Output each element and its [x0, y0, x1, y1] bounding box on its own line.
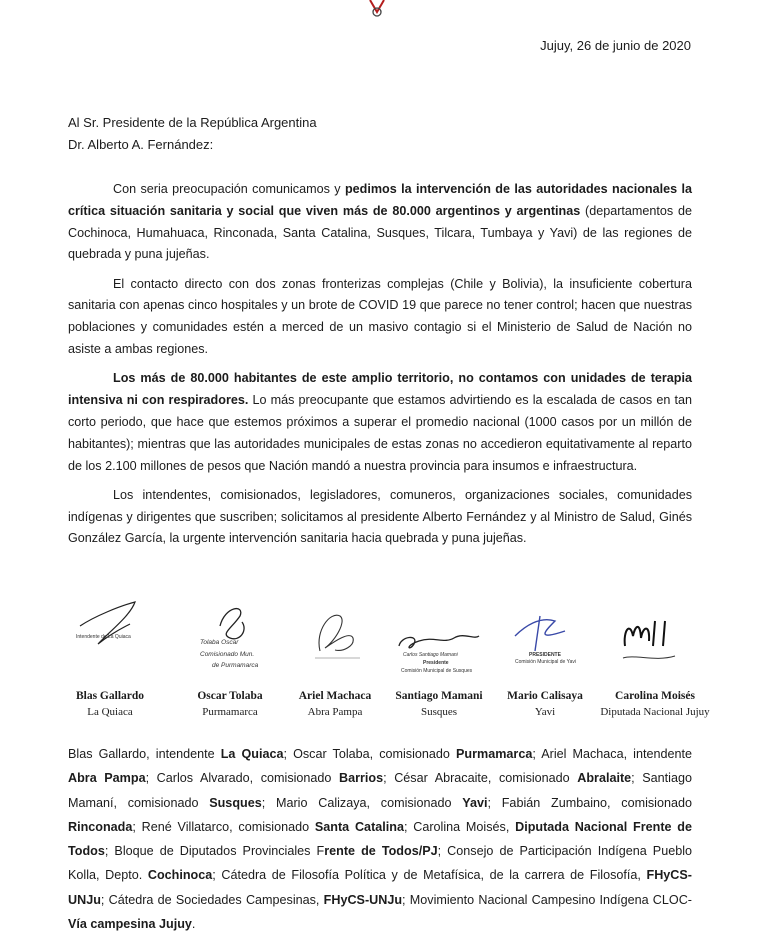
text-run: ; Fabián Zumbaino, comisionado: [487, 795, 692, 810]
stamp-4-line3: Comisión Municipal de Susques: [401, 668, 473, 674]
bold-text-run: FHyCS-UNJu: [323, 892, 403, 907]
text-run: Blas Gallardo, intendente: [68, 747, 221, 761]
bold-text-run: FHyCS-UNJu: [68, 868, 692, 907]
bold-text-run: Cochinoca: [147, 868, 213, 883]
signature-2: [170, 596, 290, 726]
text-run: ; Mario Calizaya, comisionado: [261, 795, 463, 810]
signatory-name: Carolina Moisés: [615, 690, 695, 702]
signatures-block: [68, 596, 710, 726]
text-run: Los intendentes, comisionados, legisladores, comuneros, organizaciones sociales, comunidades indígenas y dirigentes que suscriben; solicitamos al presidente Alberto Fernández y al Ministro de Salud, Ginés González García, la urgente intervención sanitaria hacia quebrada y puna jujeñas.: [68, 487, 692, 546]
bold-text-run: Purmamarca: [456, 747, 533, 761]
bold-text-run: Barrios: [339, 771, 384, 786]
signature-6: [595, 596, 715, 726]
signature-2-drawing: [170, 596, 290, 686]
bold-text-run: La Quiaca: [220, 747, 284, 761]
text-run: .: [191, 917, 196, 932]
addressee-name: Dr. Alberto A. Fernández:: [68, 137, 214, 152]
signature-3-drawing: [275, 596, 395, 686]
text-run: ; Santiago Mamaní, comisionado: [68, 771, 692, 810]
stamp-2-line1: Tolaba Oscar: [200, 639, 239, 646]
addressee-line: Al Sr. Presidente de la República Argentina: [68, 115, 317, 130]
text-run: Lo más preocupante que estamos advirtiendo es la escalada de casos en tan corto periodo, que hace que estemos próximos a superar el promedio nacional (1000 casos por un millón de habitantes); mientras que las autoridades municipales de estas zonas no accedieron equitativamente al reparto de los 2.100 millones de pesos que Nación mandó a nuestra provincia para insumos e infraestructura.: [68, 393, 692, 473]
text-run: Con seria preocupación comunicamos y: [113, 182, 345, 196]
text-run: (departamentos de Cochinoca, Humahuaca, Rinconada, Santa Catalina, Susques, Tilcara, Tumbaya y Yavi) de las regiones de quebrada y puna jujeñas.: [68, 203, 693, 262]
text-run: ; Carlos Alvarado, comisionado: [145, 771, 340, 786]
signature-3: [275, 596, 395, 726]
stamp-4-line1: Carlos Santiago Mamani: [403, 652, 458, 658]
signature-1-drawing: [50, 596, 170, 686]
bold-text-run: Abralaite: [577, 771, 632, 786]
stamp-1-text: Intendente de La Quiaca: [76, 634, 131, 640]
signature-5-drawing: [485, 596, 605, 686]
bold-text-run: Diputada Nacional Frente de Todos: [68, 819, 692, 859]
letter-date: Jujuy, 26 de junio de 2020: [540, 38, 691, 53]
signatory-place: Yavi: [534, 706, 556, 718]
signatory-place: Abra Pampa: [307, 706, 363, 718]
text-run: ; Cátedra de Filosofía Política y de Metafísica, de la carrera de Filosofía,: [212, 868, 647, 883]
stamp-2-line3: de Purmamarca: [212, 662, 259, 669]
paragraph-2: [68, 274, 692, 361]
signatory-name: Santiago Mamani: [395, 690, 483, 702]
bold-text-run: Vía campesina Jujuy: [68, 917, 192, 932]
text-run: El contacto directo con dos zonas fronterizas complejas (Chile y Bolivia), la insuficiente cobertura sanitaria con apenas cinco hospitales y un brote de COVID 19 que parece no tener control; hacen que nuestras poblaciones y comunidades estén a merced de un masivo contagio si el Ministerio de Salud de Nación no asiste a ambas regiones.: [68, 276, 692, 357]
signatory-name: Mario Calisaya: [507, 690, 583, 702]
paragraph-3: [68, 368, 692, 477]
signature-4-drawing: [379, 596, 499, 686]
letter-body: [68, 179, 692, 558]
signatory-place: Susques: [420, 706, 458, 718]
bold-text-run: pedimos la intervención de las autoridades nacionales la crítica situación sanitaria y social que viven más de 80.000 argentinos y argentinas: [68, 182, 693, 218]
stamp-5-line1: PRESIDENTE: [529, 652, 561, 658]
paragraph-1: [68, 179, 692, 266]
text-run: ; Bloque de Diputados Provinciales F: [104, 844, 325, 859]
signature-6-drawing: [595, 596, 715, 686]
bold-text-run: Abra Pampa: [68, 771, 146, 786]
signatory-name: Blas Gallardo: [75, 690, 145, 702]
bold-text-run: Rinconada: [68, 819, 133, 834]
signatory-place: Diputada Nacional Jujuy: [600, 706, 710, 718]
signatory-name: Oscar Tolaba: [197, 690, 263, 702]
bold-text-run: Santa Catalina: [314, 819, 404, 834]
text-run: ; Cátedra de Sociedades Campesinas,: [100, 892, 324, 907]
signature-4: [379, 596, 499, 726]
text-run: ; Consejo de Participación Indígena Pueblo Kolla, Depto.: [68, 844, 693, 883]
bold-text-run: Susques: [209, 795, 262, 810]
text-run: ; Oscar Tolaba, comisionado: [283, 747, 457, 761]
text-run: ; Movimiento Nacional Campesino Indígena CLOC-: [402, 892, 692, 907]
text-run: ; César Abracaite, comisionado: [383, 771, 578, 786]
text-run: ; Carolina Moisés,: [403, 819, 516, 834]
stamp-2-line2: Comisionado Mun.: [200, 651, 255, 658]
bold-text-run: Yavi: [462, 795, 488, 810]
paragraph-4: [68, 485, 692, 550]
bold-text-run: Los más de 80.000 habitantes de este amplio territorio, no contamos con unidades de terapia intensiva ni con respiradores.: [68, 371, 692, 408]
addressee: [68, 112, 317, 156]
signature-1: [50, 596, 170, 726]
signatories-list: [68, 742, 692, 936]
emblem-icon: [362, 0, 392, 18]
stamp-4-line2: Presidente: [423, 660, 449, 666]
text-run: ; René Villatarco, comisionado: [132, 819, 315, 834]
signatory-place: Purmamarca: [202, 706, 258, 718]
text-run: ; Ariel Machaca, intendente: [532, 747, 693, 761]
signatory-name: Ariel Machaca: [298, 690, 372, 702]
bold-text-run: rente de Todos/PJ: [324, 844, 438, 859]
stamp-5-line2: Comisión Municipal de Yavi: [515, 659, 576, 665]
signature-5: [485, 596, 605, 726]
signatory-place: La Quiaca: [87, 706, 133, 718]
